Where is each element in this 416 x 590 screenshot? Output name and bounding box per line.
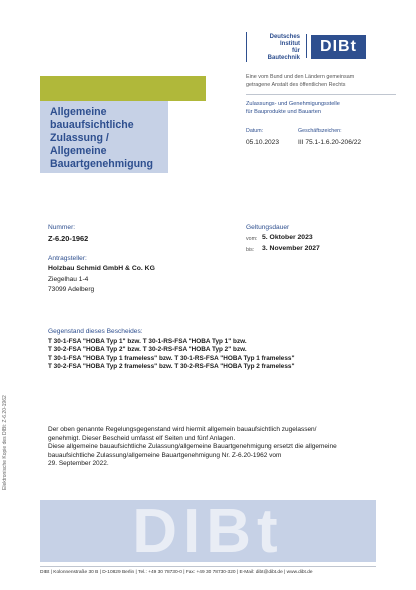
authority-line-1: Zulassungs- und Genehmigungsstelle [246, 101, 340, 107]
tagline-line-2: getragene Anstalt des öffentlichen Rechts [246, 81, 346, 88]
date-label: Datum: [246, 128, 264, 134]
title-accent-bar [40, 76, 206, 101]
applicant-name: Holzbau Schmid GmbH & Co. KG [48, 265, 155, 272]
subject-list [48, 338, 295, 372]
reference-value: III 75.1-1.6.20-206/22 [298, 139, 362, 146]
title-line-3: Zulassung / [50, 132, 109, 144]
title-line-2: bauaufsichtliche [50, 119, 134, 131]
valid-to-label: bis: [246, 247, 255, 253]
document-title [50, 106, 180, 171]
applicant-city: 73099 Adelberg [48, 286, 95, 293]
subject-line: T 30-1-FSA "HOBA Typ 1 frameless" bzw. T 30-1-RS-FSA "HOBA Typ 1 frameless" [48, 354, 295, 362]
paragraph-line: genehmigt. Dieser Bescheid umfasst elf Seiten und fünf Anlagen. [48, 434, 236, 442]
paragraph-line: bauaufsichtliche Zulassung/allgemeine Bauartgenehmigung Nr. Z-6.20-1962 vom [48, 451, 282, 459]
validity-label: Geltungsdauer [246, 224, 290, 231]
paragraph-line: Der oben genannte Regelungsgegenstand wird hiermit allgemein bauaufsichtlich zugelassen/ [48, 426, 317, 433]
logo-mark: DIBt [311, 35, 366, 59]
logo-line-3: für [292, 48, 300, 54]
subject-label: Gegenstand dieses Bescheides: [48, 328, 143, 335]
agency-tagline [246, 74, 396, 89]
reference-label: Geschäftszeichen: [298, 128, 342, 134]
tagline-line-1: Eine vom Bund und den Ländern gemeinsam [246, 74, 355, 80]
footer-watermark: DIBt [132, 500, 284, 562]
decision-paragraph [48, 426, 337, 469]
valid-to-value: 3. November 2027 [262, 245, 320, 252]
number-value: Z-6.20-1962 [48, 234, 89, 243]
title-line-5: Bauartgenehmigung [50, 158, 153, 170]
logo-divider [306, 34, 307, 58]
date-value: 05.10.2023 [246, 139, 280, 146]
subject-line: T 30-1-FSA "HOBA Typ 1" bzw. T 30-1-RS-FSA "HOBA Typ 1" bzw. [48, 338, 247, 345]
logo-line-4: Bautechnik [267, 55, 300, 61]
paragraph-line: 29. September 2022. [48, 460, 109, 468]
footer-band [40, 500, 376, 562]
electronic-copy-note: Elektronische Kopie des DIBt: Z-6.20-1962 [2, 395, 8, 490]
subject-line: T 30-2-FSA "HOBA Typ 2 frameless" bzw. T 30-2-RS-FSA "HOBA Typ 2 frameless" [48, 363, 295, 371]
issuing-authority [246, 101, 396, 116]
title-line-1: Allgemeine [50, 106, 107, 118]
valid-from-value: 5. Oktober 2023 [262, 234, 313, 241]
title-line-4: Allgemeine [50, 145, 107, 157]
logo-line-2: Institut [280, 41, 300, 47]
logo-line-1: Deutsches [269, 34, 300, 40]
valid-from-label: vom: [246, 236, 258, 242]
subject-line: T 30-2-FSA "HOBA Typ 2" bzw. T 30-2-RS-FSA "HOBA Typ 2" bzw. [48, 346, 247, 354]
header-divider [246, 94, 396, 95]
applicant-label: Antragsteller: [48, 255, 87, 262]
applicant-street: Ziegelhau 1-4 [48, 276, 89, 283]
authority-line-2: für Bauprodukte und Bauarten [246, 108, 321, 115]
footer-contact: DIBt | Kolonnenstraße 30 B | D-10829 Berlin | Tel.: +49 30 78730-0 | Fax: +49 30 78730-320 | E-Mail: dibt@dibt.de | www.dibt.de [40, 570, 313, 575]
paragraph-line: Diese allgemeine bauaufsichtliche Zulassung/allgemeine Bauartgenehmigung ersetzt die allgemeine [48, 443, 337, 451]
number-label: Nummer: [48, 224, 76, 231]
logo-institute-name [252, 34, 300, 62]
footer-divider [40, 566, 376, 567]
